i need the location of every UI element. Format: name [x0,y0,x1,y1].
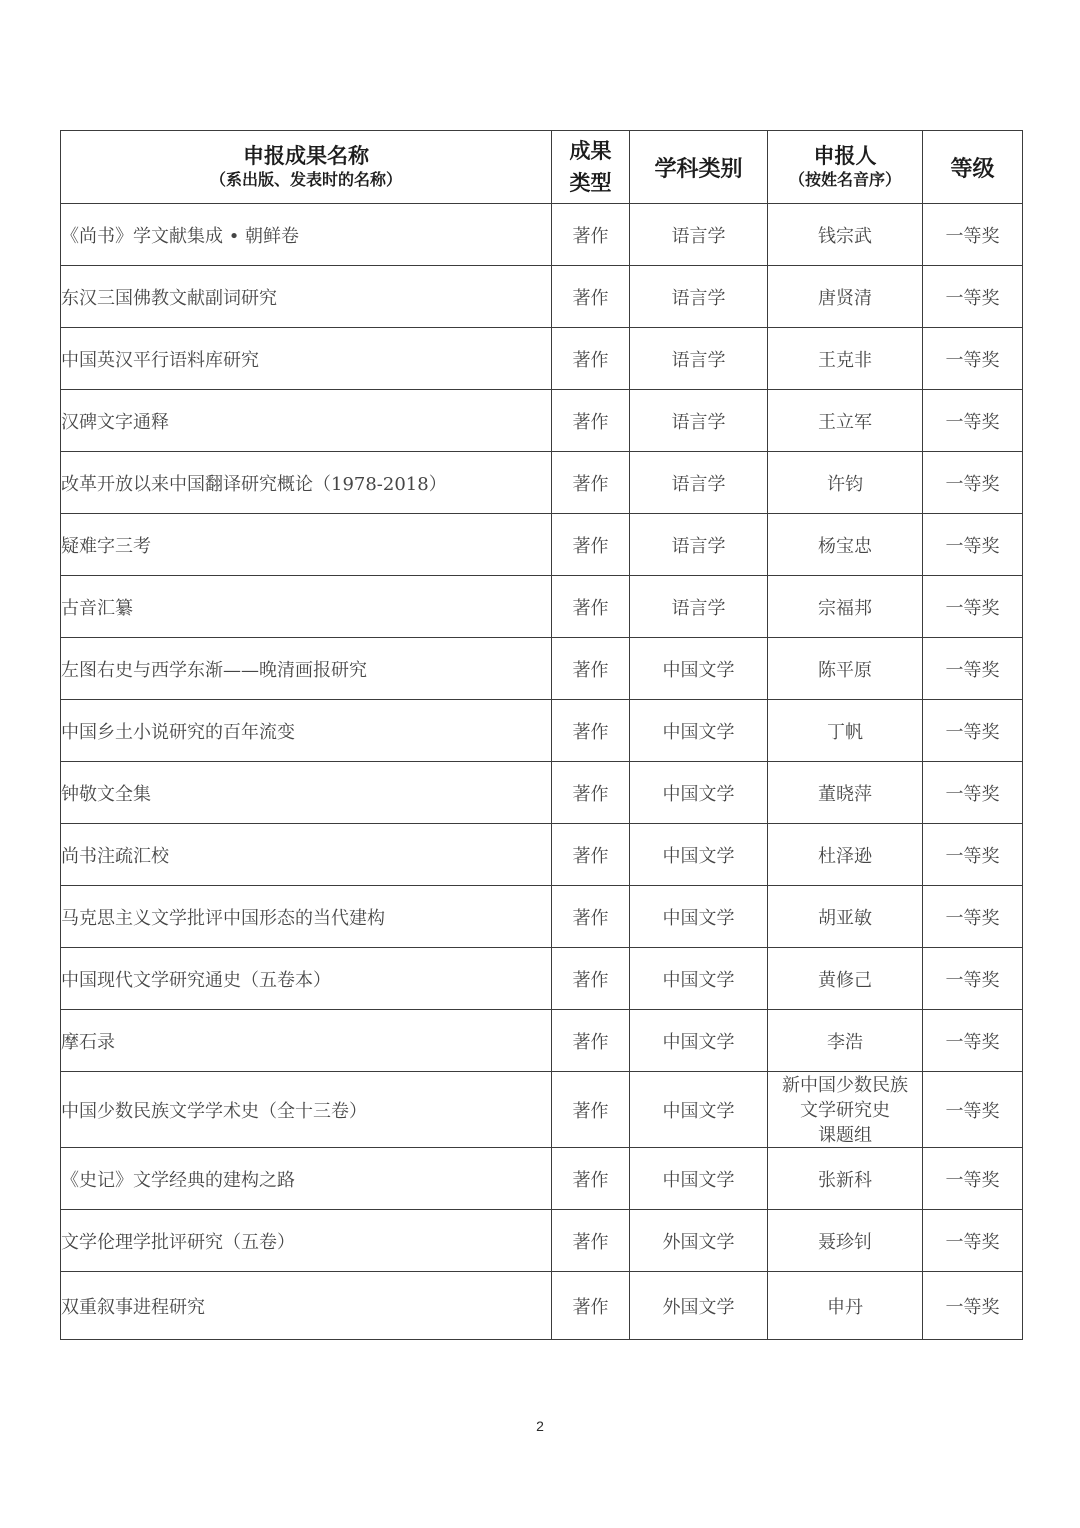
cell-type: 著作 [552,576,630,638]
table-row [61,700,1023,762]
cell-type: 著作 [552,390,630,452]
cell-grade: 一等奖 [923,266,1023,328]
cell-subject: 语言学 [630,266,768,328]
cell-name: 《尚书》学文献集成 • 朝鲜卷 [61,204,552,266]
cell-grade: 一等奖 [923,824,1023,886]
cell-applicant: 杨宝忠 [768,514,923,576]
cell-applicant: 杜泽逊 [768,824,923,886]
cell-type: 著作 [552,514,630,576]
cell-applicant: 张新科 [768,1148,923,1210]
cell-subject: 中国文学 [630,1010,768,1072]
cell-grade: 一等奖 [923,948,1023,1010]
cell-type: 著作 [552,1148,630,1210]
cell-subject: 语言学 [630,204,768,266]
cell-name: 摩石录 [61,1010,552,1072]
cell-applicant [768,1072,923,1148]
cell-subject: 外国文学 [630,1210,768,1272]
cell-applicant: 董晓萍 [768,762,923,824]
cell-subject: 语言学 [630,514,768,576]
cell-applicant: 王立军 [768,390,923,452]
cell-grade: 一等奖 [923,204,1023,266]
cell-type: 著作 [552,886,630,948]
cell-name: 改革开放以来中国翻译研究概论（1978-2018） [61,452,552,514]
cell-grade: 一等奖 [923,1010,1023,1072]
table-row [61,1148,1023,1210]
cell-subject: 语言学 [630,390,768,452]
cell-grade: 一等奖 [923,1148,1023,1210]
cell-name: 左图右史与西学东渐——晚清画报研究 [61,638,552,700]
cell-subject: 中国文学 [630,886,768,948]
cell-name: 中国英汉平行语料库研究 [61,328,552,390]
header-achievement-name-note: （系出版、发表时的名称） [209,170,402,189]
cell-name: 马克思主义文学批评中国形态的当代建构 [61,886,552,948]
cell-type: 著作 [552,1210,630,1272]
cell-subject: 中国文学 [630,824,768,886]
cell-type: 著作 [552,700,630,762]
cell-applicant: 申丹 [768,1272,923,1340]
header-applicant-title: 申报人 [813,143,877,168]
cell-subject: 语言学 [630,328,768,390]
cell-applicant: 胡亚敏 [768,886,923,948]
table-row [61,1072,1023,1148]
cell-grade: 一等奖 [923,1210,1023,1272]
header-grade [923,131,1023,204]
cell-type: 著作 [552,1072,630,1148]
header-achievement-type [552,131,630,204]
table-row [61,824,1023,886]
cell-subject: 语言学 [630,576,768,638]
cell-grade: 一等奖 [923,514,1023,576]
cell-name: 钟敬文全集 [61,762,552,824]
cell-applicant: 丁帆 [768,700,923,762]
cell-type: 著作 [552,328,630,390]
cell-applicant: 王克非 [768,328,923,390]
cell-name: 双重叙事进程研究 [61,1272,552,1340]
table-row [61,390,1023,452]
cell-subject: 中国文学 [630,700,768,762]
cell-grade: 一等奖 [923,700,1023,762]
cell-subject: 中国文学 [630,948,768,1010]
table-row [61,266,1023,328]
table-row [61,762,1023,824]
cell-subject: 中国文学 [630,762,768,824]
cell-applicant: 陈平原 [768,638,923,700]
cell-applicant-line: 新中国少数民族 [782,1075,908,1096]
table-row [61,204,1023,266]
page-number: 2 [536,1418,544,1434]
header-achievement-type-line2: 类型 [569,170,612,195]
cell-name: 文学伦理学批评研究（五卷） [61,1210,552,1272]
cell-name: 尚书注疏汇校 [61,824,552,886]
cell-name: 汉碑文字通释 [61,390,552,452]
header-applicant [768,131,923,204]
cell-applicant: 李浩 [768,1010,923,1072]
table-row [61,1010,1023,1072]
header-applicant-note: （按姓名音序） [788,170,901,189]
table-row [61,576,1023,638]
cell-name: 古音汇纂 [61,576,552,638]
cell-name: 中国现代文学研究通史（五卷本） [61,948,552,1010]
cell-type: 著作 [552,1010,630,1072]
header-grade-title: 等级 [950,155,995,182]
cell-grade: 一等奖 [923,452,1023,514]
table-header-row [61,131,1023,204]
table-row [61,948,1023,1010]
table-row [61,886,1023,948]
cell-grade: 一等奖 [923,638,1023,700]
header-achievement-type-line1: 成果 [569,138,612,163]
cell-name: 东汉三国佛教文献副词研究 [61,266,552,328]
cell-applicant-line: 课题组 [818,1125,872,1146]
cell-type: 著作 [552,638,630,700]
cell-name: 《史记》文学经典的建构之路 [61,1148,552,1210]
cell-grade: 一等奖 [923,576,1023,638]
awards-table [60,130,1023,1340]
header-subject-category-title: 学科类别 [654,155,743,182]
cell-grade: 一等奖 [923,1072,1023,1148]
cell-grade: 一等奖 [923,328,1023,390]
table-row [61,452,1023,514]
cell-subject: 语言学 [630,452,768,514]
cell-type: 著作 [552,824,630,886]
cell-type: 著作 [552,948,630,1010]
cell-name: 中国少数民族文学学术史（全十三卷） [61,1072,552,1148]
cell-applicant: 黄修己 [768,948,923,1010]
cell-subject: 中国文学 [630,638,768,700]
header-subject-category [630,131,768,204]
cell-type: 著作 [552,452,630,514]
cell-type: 著作 [552,266,630,328]
table-row [61,638,1023,700]
header-achievement-name-title: 申报成果名称 [243,143,369,168]
cell-name: 中国乡土小说研究的百年流变 [61,700,552,762]
cell-applicant: 聂珍钊 [768,1210,923,1272]
cell-name: 疑难字三考 [61,514,552,576]
cell-applicant-line: 文学研究史 [800,1100,890,1121]
cell-subject: 中国文学 [630,1072,768,1148]
cell-grade: 一等奖 [923,762,1023,824]
table-row [61,1272,1023,1340]
cell-type: 著作 [552,1272,630,1340]
table-row [61,514,1023,576]
table-row [61,1210,1023,1272]
cell-applicant: 唐贤清 [768,266,923,328]
cell-applicant: 许钧 [768,452,923,514]
table-row [61,328,1023,390]
cell-type: 著作 [552,762,630,824]
cell-grade: 一等奖 [923,886,1023,948]
cell-subject: 中国文学 [630,1148,768,1210]
cell-type: 著作 [552,204,630,266]
cell-applicant: 宗福邦 [768,576,923,638]
cell-grade: 一等奖 [923,390,1023,452]
cell-applicant: 钱宗武 [768,204,923,266]
cell-subject: 外国文学 [630,1272,768,1340]
header-achievement-name [61,131,552,204]
cell-grade: 一等奖 [923,1272,1023,1340]
